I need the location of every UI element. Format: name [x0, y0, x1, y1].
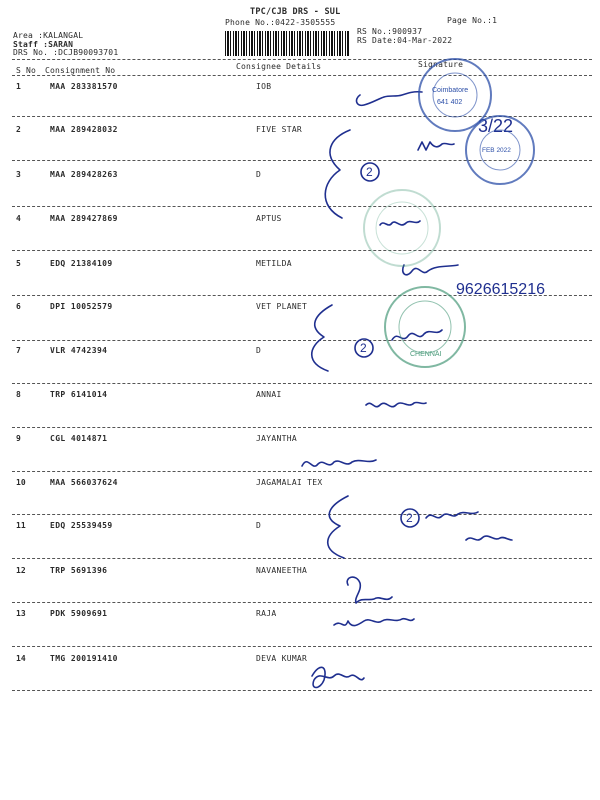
row-sno: 11 — [16, 521, 26, 530]
divider — [12, 75, 592, 76]
column-consignee: Consignee Details — [236, 62, 322, 71]
row-sno: 4 — [16, 214, 21, 223]
row-divider — [12, 250, 592, 251]
row-sno: 5 — [16, 259, 21, 268]
date-note: 3/22 — [478, 116, 514, 136]
row-consignment: CGL 4014871 — [50, 434, 108, 443]
row-sno: 3 — [16, 170, 21, 179]
group-mark-2: 2 — [360, 341, 367, 355]
row-sno: 8 — [16, 390, 21, 399]
phone-note: 9626615216 — [456, 281, 545, 298]
row-divider — [12, 558, 592, 559]
svg-text:Coimbatore: Coimbatore — [432, 87, 469, 94]
row-consignment: MAA 566037624 — [50, 478, 118, 487]
row-divider — [12, 602, 592, 603]
row-sno: 1 — [16, 82, 21, 91]
barcode — [225, 31, 350, 56]
row-consignment: TMG 200191410 — [50, 654, 118, 663]
row-consignee: D — [256, 346, 262, 355]
row-consignment: TRP 5691396 — [50, 566, 108, 575]
column-sno: S No — [16, 66, 37, 75]
row-consignee: NAVANEETHA — [256, 566, 308, 575]
table-row — [0, 654, 600, 698]
row-consignee: IOB — [256, 82, 272, 91]
rs-number: RS No.:900937 — [357, 27, 423, 36]
table-row — [0, 259, 600, 303]
column-consignment: Consignment No — [45, 66, 116, 75]
row-divider — [12, 690, 592, 691]
column-signature: Signature — [418, 60, 464, 69]
row-consignee: JAGAMALAI TEX — [256, 478, 323, 487]
group-mark-3: 2 — [406, 511, 413, 525]
area-label: Area :KALANGAL — [13, 31, 84, 40]
row-consignee: ANNAI — [256, 390, 282, 399]
svg-text:641 402: 641 402 — [437, 99, 463, 106]
row-consignment: PDK 5909691 — [50, 609, 108, 618]
svg-text:CHENNAI: CHENNAI — [410, 351, 442, 358]
row-consignment: MAA 283381570 — [50, 82, 118, 91]
row-consignee: METILDA — [256, 259, 292, 268]
phone-number: Phone No.:0422-3505555 — [225, 18, 336, 27]
row-consignment: MAA 289428032 — [50, 125, 118, 134]
row-divider — [12, 383, 592, 384]
row-divider — [12, 206, 592, 207]
row-sno: 12 — [16, 566, 26, 575]
row-divider — [12, 471, 592, 472]
row-sno: 10 — [16, 478, 26, 487]
row-divider — [12, 160, 592, 161]
row-divider — [12, 646, 592, 647]
table-row — [0, 125, 600, 169]
row-consignee: VET PLANET — [256, 302, 308, 311]
row-consignee: FIVE STAR — [256, 125, 303, 134]
svg-text:FEB 2022: FEB 2022 — [482, 147, 511, 154]
rs-date: RS Date:04-Mar-2022 — [357, 36, 453, 45]
row-sno: 9 — [16, 434, 21, 443]
row-consignment: MAA 289427869 — [50, 214, 118, 223]
row-consignee: APTUS — [256, 214, 282, 223]
staff-label: Staff :SARAN — [13, 40, 74, 49]
row-consignment: EDQ 21384109 — [50, 259, 113, 268]
row-divider — [12, 295, 592, 296]
row-consignee: D — [256, 521, 262, 530]
row-divider — [12, 427, 592, 428]
group-mark-1: 2 — [366, 165, 373, 179]
row-sno: 14 — [16, 654, 26, 663]
table-row — [0, 566, 600, 610]
page-number: Page No.:1 — [447, 16, 498, 25]
row-consignee: JAYANTHA — [256, 434, 297, 443]
divider — [12, 59, 592, 60]
row-divider — [12, 340, 592, 341]
table-row — [0, 170, 600, 214]
row-consignment: DPI 10052579 — [50, 302, 113, 311]
row-sno: 6 — [16, 302, 21, 311]
row-consignee: RAJA — [256, 609, 277, 618]
row-consignee: D — [256, 170, 262, 179]
table-row — [0, 82, 600, 126]
row-consignment: VLR 4742394 — [50, 346, 108, 355]
row-consignment: EDQ 25539459 — [50, 521, 113, 530]
row-consignee: DEVA KUMAR — [256, 654, 308, 663]
sheet-title: TPC/CJB DRS - SUL — [250, 7, 341, 17]
drs-number: DRS No. :DCJB90093701 — [13, 48, 119, 57]
row-divider — [12, 514, 592, 515]
table-row — [0, 478, 600, 522]
row-sno: 13 — [16, 609, 26, 618]
row-sno: 7 — [16, 346, 21, 355]
row-sno: 2 — [16, 125, 21, 134]
row-consignment: MAA 289428263 — [50, 170, 118, 179]
table-row — [0, 214, 600, 258]
row-divider — [12, 116, 592, 117]
row-consignment: TRP 6141014 — [50, 390, 108, 399]
